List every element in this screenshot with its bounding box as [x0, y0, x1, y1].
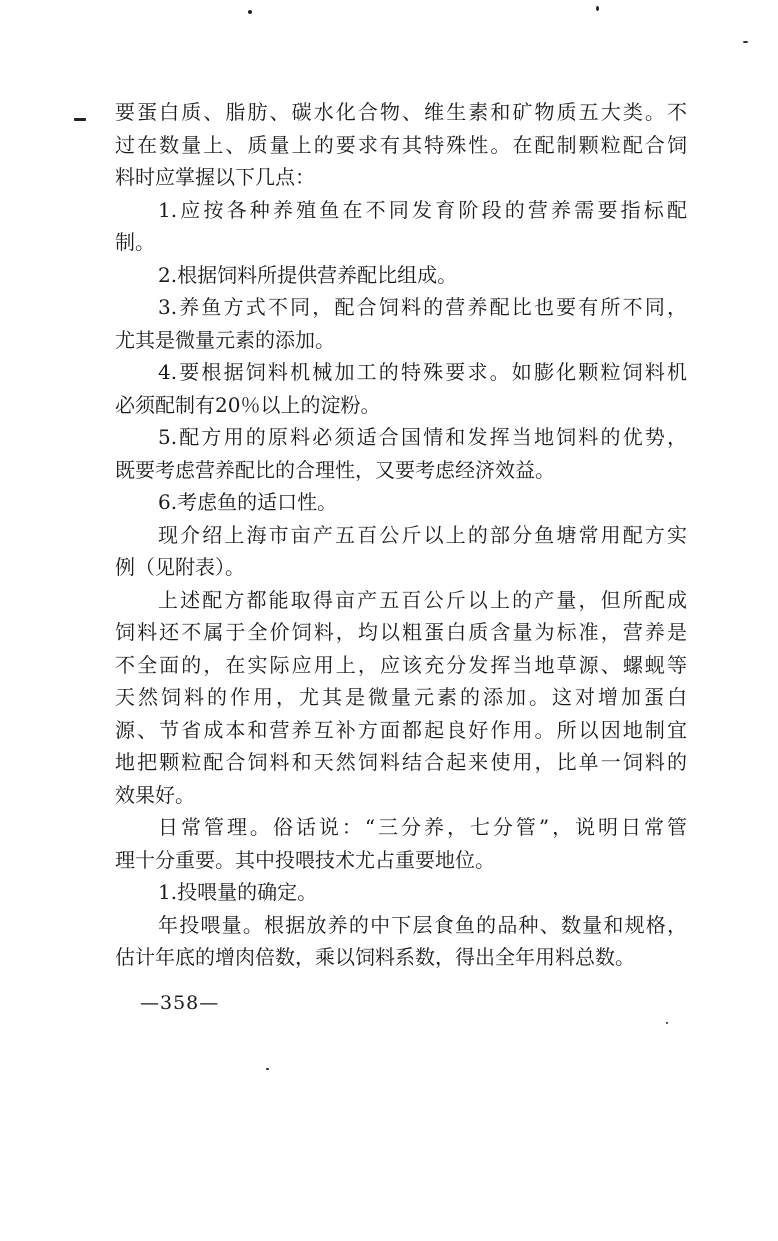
- text-line: 既要考虑营养配比的合理性，又要考虑经济效益。: [115, 457, 555, 482]
- text-line: 1.投喂量的确定。: [158, 880, 318, 904]
- paragraph: [115, 259, 687, 292]
- scan-speck: [74, 118, 86, 121]
- text-line: 效果好。: [115, 782, 195, 807]
- paragraph: [115, 356, 687, 421]
- text-line: 过在数量上、质量上的要求有其特殊性。在配制颗粒配合饲: [115, 132, 687, 157]
- text-line: 现介绍上海市亩产五百公斤以上的部分鱼塘常用配方实: [158, 522, 687, 547]
- paragraph: [115, 519, 687, 584]
- text-line: 4.要根据饲料机械加工的特殊要求。如膨化颗粒饲料机: [158, 360, 687, 384]
- text-line: 尤其是微量元素的添加。: [115, 327, 335, 352]
- paragraph: [115, 291, 687, 356]
- text-line: 地把颗粒配合饲料和天然饲料结合起来使用，比单一饲料的: [115, 750, 687, 774]
- scan-speck: [596, 6, 599, 11]
- scan-speck: [266, 1068, 269, 1070]
- text-line: 5.配方用的原料必须适合国情和发挥当地饲料的优势，: [158, 425, 687, 449]
- scan-speck: [743, 41, 748, 43]
- text-line: 要蛋白质、脂肪、碳水化合物、维生素和矿物质五大类。不: [115, 100, 687, 124]
- body-text: [115, 96, 687, 974]
- text-line: 料时应掌握以下几点：: [115, 165, 315, 189]
- text-line: 2.根据饲料所提供营养配比组成。: [158, 262, 458, 287]
- text-line: 估计年底的增肉倍数，乘以饲料系数，得出全年用料总数。: [115, 945, 635, 969]
- paragraph: [115, 876, 687, 909]
- paragraph: [115, 584, 687, 812]
- text-line: 天然饲料的作用，尤其是微量元素的添加。这对增加蛋白: [115, 685, 687, 709]
- text-line: 3.养鱼方式不同，配合饲料的营养配比也要有所不同，: [158, 295, 687, 319]
- text-line: 年投喂量。根据放养的中下层食鱼的品种、数量和规格，: [158, 912, 687, 937]
- paragraph: [115, 96, 687, 194]
- text-line: 饲料还不属于全价饲料，均以粗蛋白质含量为标准，营养是: [115, 620, 687, 644]
- text-line: 必须配制有20％以上的淀粉。: [115, 392, 381, 417]
- paragraph: [115, 194, 687, 259]
- text-line: 6.考虑鱼的适口性。: [158, 490, 338, 514]
- scan-speck: [666, 1022, 668, 1024]
- paragraph: [115, 486, 687, 519]
- paragraph: [115, 421, 687, 486]
- text-line: 例（见附表）。: [115, 555, 245, 579]
- page-number: —358—: [140, 992, 220, 1014]
- scan-speck: [248, 10, 252, 14]
- text-line: 不全面的，在实际应用上，应该充分发挥当地草源、螺蚬等: [115, 652, 687, 677]
- text-line: 源、节省成本和营养互补方面都起良好作用。所以因地制宜: [115, 717, 687, 742]
- text-line: 1.应按各种养殖鱼在不同发育阶段的营养需要指标配: [158, 197, 687, 222]
- paragraph: [115, 909, 687, 974]
- text-line: 上述配方都能取得亩产五百公斤以上的产量，但所配成: [158, 587, 687, 612]
- text-line: 理十分重要。其中投喂技术尤占重要地位。: [115, 847, 495, 872]
- paragraph: [115, 811, 687, 876]
- text-line: 日常管理。俗话说：“三分养，七分管”，说明日常管: [158, 815, 687, 839]
- text-line: 制。: [115, 230, 155, 254]
